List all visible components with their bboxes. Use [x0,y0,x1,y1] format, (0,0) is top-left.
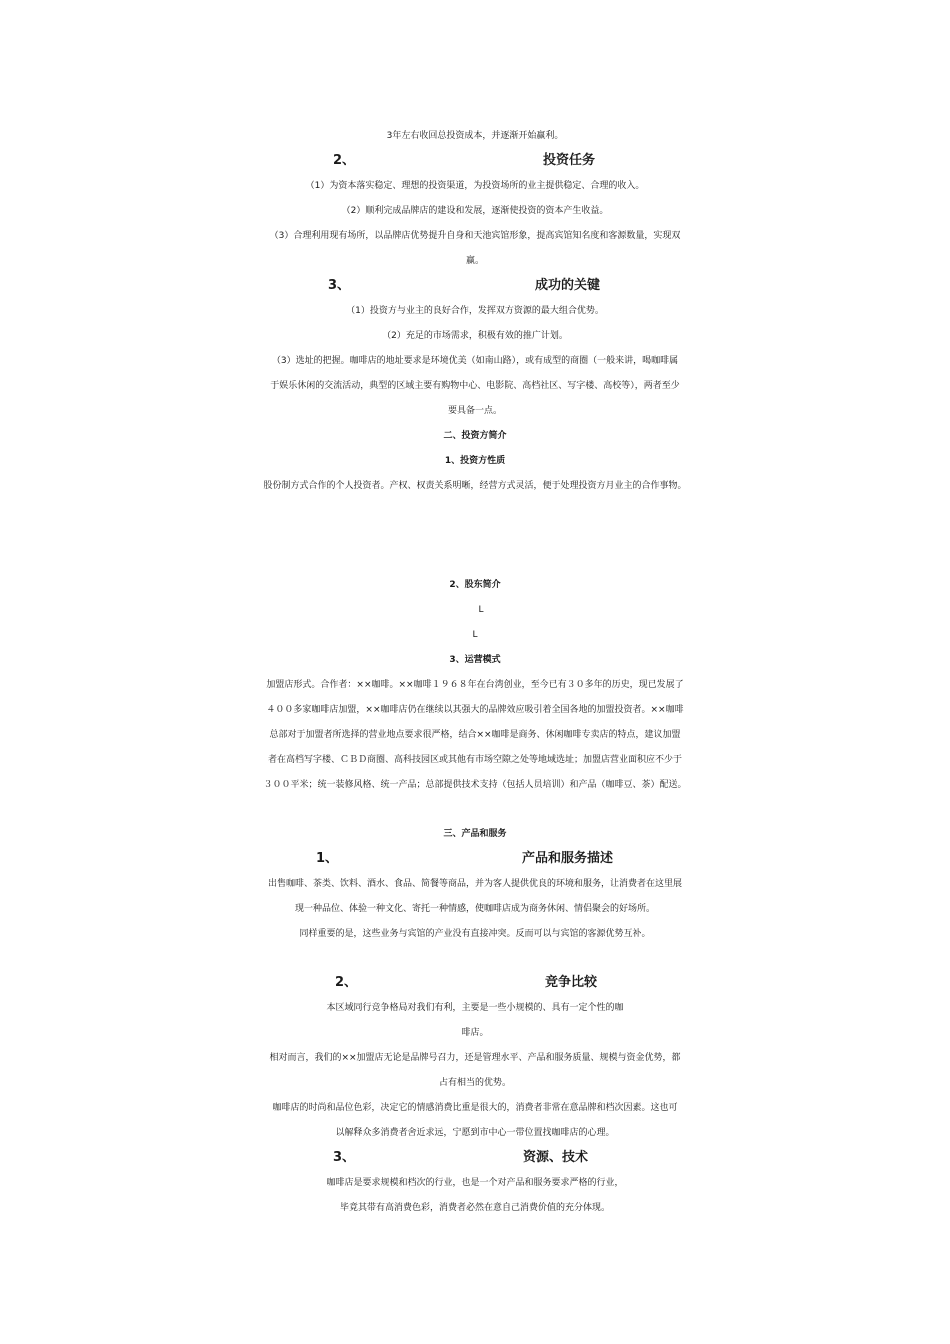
body-text: 本区域同行竞争格局对我们有利，主要是一些小规模的、具有一定个性的咖 [326,1003,624,1013]
body-text: ３００平米；统一装修风格、统一产品；总部提供技术支持（包括人员培训）和产品（咖啡豆、茶）配送。 [263,780,687,790]
body-text: 赢。 [465,256,484,266]
body-text: （2）顺利完成品牌店的建设和发展，逐渐使投资的资本产生收益。 [341,206,609,216]
body-text: 于娱乐休闲的交流活动，典型的区域主要有购物中心、电影院、高档社区、写字楼、高校等），两者至少 [270,381,680,391]
heading-title: 成功的关键 [535,278,601,293]
chapter-heading: 三、产品和服务 [443,829,507,839]
body-text: 占有相当的优势。 [438,1078,511,1088]
body-text: 3年左右收回总投资成本，并逐渐开始赢利。 [386,131,564,141]
body-text: 相对而言，我们的××加盟店无论是品牌号召力，还是管理水平、产品和服务质量、规模与资金优势，都 [269,1053,681,1063]
body-text: （2）充足的市场需求，积极有效的推广计划。 [382,331,568,341]
body-text: 毕竟其带有高消费色彩，消费者必然在意自己消费价值的充分体现。 [339,1203,610,1213]
heading-number: 3、 [333,1150,356,1165]
body-text: ４００多家咖啡店加盟，××咖啡店仍在继续以其强大的品牌效应吸引着全国各地的加盟投资者。××咖啡 [266,705,684,715]
body-text: （3）合理利用现有场所，以品牌店优势提升自身和天池宾馆形象，提高宾馆知名度和客源数量，实现双 [269,231,681,241]
body-text: （1）为资本落实稳定、理想的投资渠道，为投资场所的业主提供稳定、合理的收入。 [305,181,645,191]
heading-title: 资源、技术 [523,1150,589,1165]
body-text: 咖啡店是要求规模和档次的行业，也是一个对产品和服务要求严格的行业， [326,1178,624,1188]
body-text: （1）投资方与业主的良好合作，发挥双方资源的最大组合优势。 [346,306,604,316]
subsection-heading: 2、股东简介 [449,580,501,590]
body-text: L [478,605,484,615]
body-text: （3）选址的把握。咖啡店的地址要求是环境优美（如南山路），或有成型的商圈（一般来讲，喝咖啡属 [271,356,679,366]
body-text: L [472,630,478,640]
body-text: 加盟店形式。合作者：××咖啡。××咖啡１９６８年在台湾创业，至今已有３０多年的历史，现已发展了 [266,680,684,690]
body-text: 要具备一点。 [447,406,502,416]
subsection-heading: 3、运营模式 [449,655,501,665]
heading-number: 2、 [333,153,356,168]
heading-title: 竞争比较 [545,975,598,990]
body-text: 以解释众多消费者舍近求远，宁愿到市中心一带位置找咖啡店的心理。 [335,1128,615,1138]
subsection-heading: 1、投资方性质 [444,456,506,466]
body-text: 同样重要的是，这些业务与宾馆的产业没有直接冲突。反而可以与宾馆的客源优势互补。 [299,929,651,939]
heading-number: 3、 [328,278,351,293]
heading-title: 产品和服务描述 [522,851,614,866]
body-text: 咖啡店的时尚和品位色彩，决定它的情感消费比重是很大的，消费者非常在意品牌和档次因素。这也可 [272,1103,678,1113]
body-text: 出售咖啡、茶类、饮料、酒水、食品、简餐等商品，并为客人提供优良的环境和服务，让消费者在这里展 [267,879,682,889]
body-text: 股份制方式合作的个人投资者。产权、权责关系明晰，经营方式灵活，便于处理投资方月业主的合作事物。 [263,481,687,491]
heading-title: 投资任务 [543,153,596,168]
body-text: 总部对于加盟者所选择的营业地点要求很严格，结合××咖啡是商务、休闲咖啡专卖店的特点，建议加盟 [269,730,681,740]
heading-number: 2、 [335,975,358,990]
body-text: 者在高档写字楼、ＣＢＤ商圈、高科技园区或其他有市场空隙之处等地域选址；加盟店营业面积应不少于 [267,755,682,765]
body-text: 现一种品位、体验一种文化、寄托一种情感，使咖啡店成为商务休闲、情侣聚会的好场所。 [294,904,655,914]
heading-number: 1、 [316,851,339,866]
chapter-heading: 二、投资方简介 [443,431,507,441]
body-text: 啡店。 [461,1028,489,1038]
